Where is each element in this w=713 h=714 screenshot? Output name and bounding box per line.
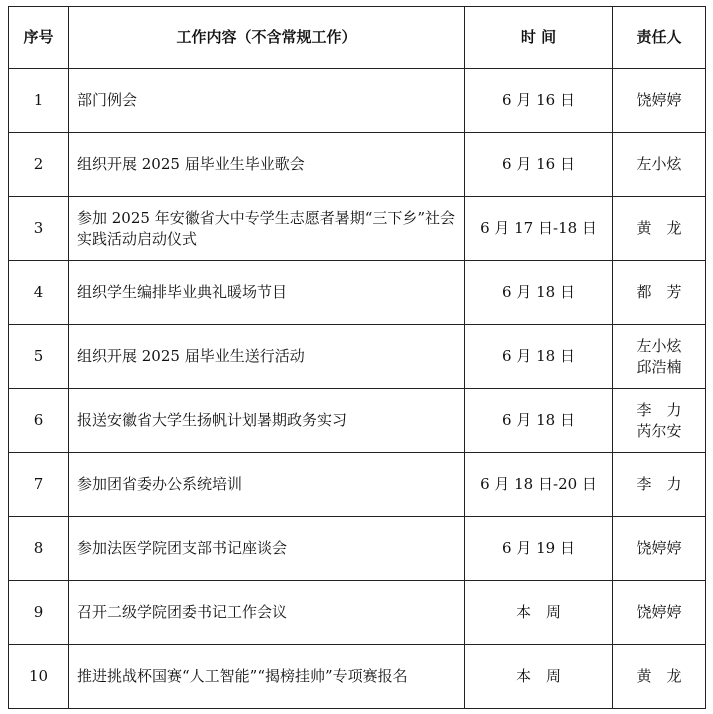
row-owner xyxy=(613,69,706,133)
row-time: 6 月 18 日 xyxy=(465,389,613,453)
table-body xyxy=(9,69,706,709)
row-owner xyxy=(613,389,706,453)
row-seq: 7 xyxy=(9,453,69,517)
owner-name: 黄 龙 xyxy=(636,219,682,237)
owner-name: 芮尔安 xyxy=(636,421,682,440)
table-row xyxy=(9,261,706,325)
row-time: 6 月 18 日 xyxy=(465,325,613,389)
row-seq: 8 xyxy=(9,517,69,581)
row-seq: 10 xyxy=(9,645,69,709)
row-content: 组织开展 2025 届毕业生送行活动 xyxy=(69,325,465,389)
owner-name: 饶婷婷 xyxy=(636,91,682,109)
owner-name: 左小炫 xyxy=(636,155,682,173)
work-schedule-table xyxy=(8,6,706,709)
owner-name: 饶婷婷 xyxy=(636,539,682,557)
row-seq: 1 xyxy=(9,69,69,133)
row-time: 6 月 18 日-20 日 xyxy=(465,453,613,517)
row-time: 6 月 19 日 xyxy=(465,517,613,581)
table-row xyxy=(9,325,706,389)
table-row xyxy=(9,645,706,709)
table-row xyxy=(9,517,706,581)
row-owner xyxy=(613,517,706,581)
owner-name: 邱浩楠 xyxy=(636,357,682,376)
row-content: 参加法医学院团支部书记座谈会 xyxy=(69,517,465,581)
row-content: 参加团省委办公系统培训 xyxy=(69,453,465,517)
row-content: 组织开展 2025 届毕业生毕业歌会 xyxy=(69,133,465,197)
row-owner xyxy=(613,325,706,389)
row-seq: 4 xyxy=(9,261,69,325)
header-row xyxy=(9,7,706,69)
table-row xyxy=(9,133,706,197)
row-content: 部门例会 xyxy=(69,69,465,133)
table-row xyxy=(9,197,706,261)
row-content: 推进挑战杯国赛“人工智能”“揭榜挂帅”专项赛报名 xyxy=(69,645,465,709)
header-content: 工作内容（不含常规工作） xyxy=(69,7,465,69)
row-seq: 3 xyxy=(9,197,69,261)
row-content: 参加 2025 年安徽省大中专学生志愿者暑期“三下乡”社会实践活动启动仪式 xyxy=(69,197,465,261)
row-time: 6 月 18 日 xyxy=(465,261,613,325)
row-owner xyxy=(613,453,706,517)
row-time: 本 周 xyxy=(465,645,613,709)
table-row xyxy=(9,69,706,133)
row-seq: 6 xyxy=(9,389,69,453)
owner-name: 饶婷婷 xyxy=(636,603,682,621)
row-time: 6 月 17 日-18 日 xyxy=(465,197,613,261)
owner-name: 都 芳 xyxy=(636,283,682,301)
row-seq: 2 xyxy=(9,133,69,197)
header-seq: 序号 xyxy=(9,7,69,69)
owner-name: 李 力 xyxy=(636,475,682,493)
row-time: 6 月 16 日 xyxy=(465,133,613,197)
owner-name: 左小炫 xyxy=(636,336,682,355)
header-owner: 责任人 xyxy=(613,7,706,69)
owner-name: 李 力 xyxy=(636,400,682,419)
row-content: 召开二级学院团委书记工作会议 xyxy=(69,581,465,645)
row-time: 6 月 16 日 xyxy=(465,69,613,133)
row-content: 组织学生编排毕业典礼暖场节目 xyxy=(69,261,465,325)
owner-name: 黄 龙 xyxy=(636,667,682,685)
row-owner xyxy=(613,581,706,645)
row-owner xyxy=(613,261,706,325)
row-content: 报送安徽省大学生扬帆计划暑期政务实习 xyxy=(69,389,465,453)
row-seq: 5 xyxy=(9,325,69,389)
table-row xyxy=(9,581,706,645)
row-seq: 9 xyxy=(9,581,69,645)
header-time: 时 间 xyxy=(465,7,613,69)
row-owner xyxy=(613,645,706,709)
table-row xyxy=(9,389,706,453)
table-row xyxy=(9,453,706,517)
row-owner xyxy=(613,133,706,197)
row-owner xyxy=(613,197,706,261)
row-time: 本 周 xyxy=(465,581,613,645)
table-header xyxy=(9,7,706,69)
